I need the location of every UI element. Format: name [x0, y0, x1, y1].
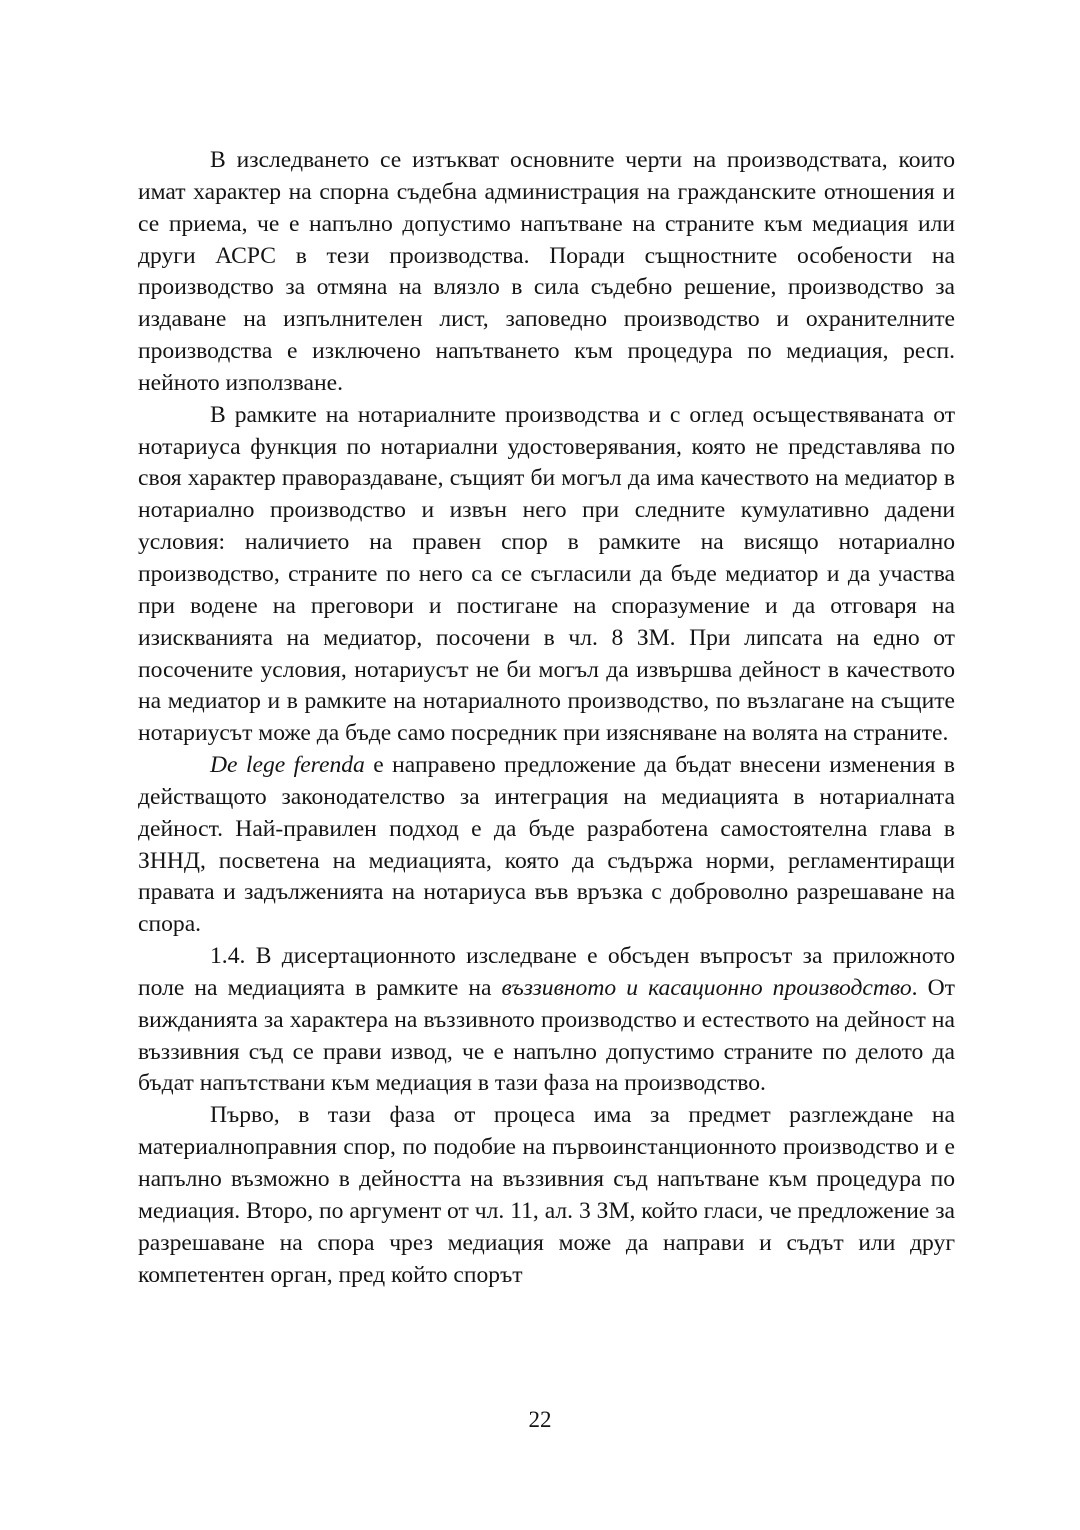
paragraph-1: [138, 145, 955, 400]
paragraph-text: . От вижданията за характера на въззивното производство и естеството на дейност на въззивния съд се прави извод, че е напълно допустимо страните по делото да бъдат напътствани към медиация в тази фаза на производство.: [138, 974, 955, 1097]
paragraph-text: Първо, в тази фаза от процеса има за предмет разглеждане на материалноправния спор, по подобие на първоинстанционното производство и е напълно възможно в дейността на въззивния съд напътване към процедура по медиация. Второ, по аргумент от чл. 11, ал. 3 ЗМ, който гласи, че предложение за разрешаване на спора чрез медиация може да направи и съдът или друг компетентен орган, пред който спорът: [138, 1102, 955, 1288]
paragraph-text: е направено предложение да бъдат внесени изменения в действащото законодателство за интеграция на медиацията в нотариалната дейност. Най-правилен подход е да бъде разработена самостоятелна глава в ЗННД, посветена на медиацията, която да съдържа норми, регламентиращи правата и задълженията на нотариуса във връзка с доброволно разрешаване на спора.: [138, 752, 955, 938]
paragraph-5: [138, 1100, 955, 1291]
paragraph-text: В изследването се изтъкват основните черти на производствата, които имат характер на спорна съдебна администрация на гражданските отношения и се приема, че е напълно допустимо напътване на страните към медиация или други АСРС в тези производства. Поради същностните особености на производство за отмяна на влязло в сила съдебно решение, производство за издаване на изпълнителен лист, заповедно производство и охранителните производства е изключено напътването към процедура по медиация, респ. нейното използване.: [138, 147, 955, 396]
paragraph-2: [138, 400, 955, 750]
paragraph-text: 1.4. В дисертационното изследване е обсъден въпросът за приложното поле на медиацията в рамките на: [138, 943, 955, 1001]
paragraph-text: В рамките на нотариалните производства и с оглед осъществяваната от нотариуса функция по нотариални удостоверявания, която не представлява по своя характер правораздаване, същият би могъл да има качеството на медиатор в нотариално производство и извън него при следните кумулативно дадени условия: наличието на правен спор в рамките на висящо нотариално производство, страните по него са се съгласили да бъде медиатор и да участва при водене на преговори и постигане на споразумение и да отговаря на изискванията на медиатор, посочени в чл. 8 ЗМ. При липсата на едно от посочените условия, нотариусът не би могъл да извършва дейност в качеството на медиатор и в рамките на нотариалното производство, по възлагане на същите нотариусът може да бъде само посредник при изясняване на волята на страните.: [138, 401, 955, 747]
paragraph-3: [138, 750, 955, 941]
italic-phrase: De lege ferenda: [210, 752, 365, 779]
italic-phrase: въззивното и касационно производство: [501, 974, 912, 1001]
paragraph-4: [138, 941, 955, 1100]
body-text: [138, 145, 955, 1291]
page-number: 22: [528, 1407, 552, 1432]
